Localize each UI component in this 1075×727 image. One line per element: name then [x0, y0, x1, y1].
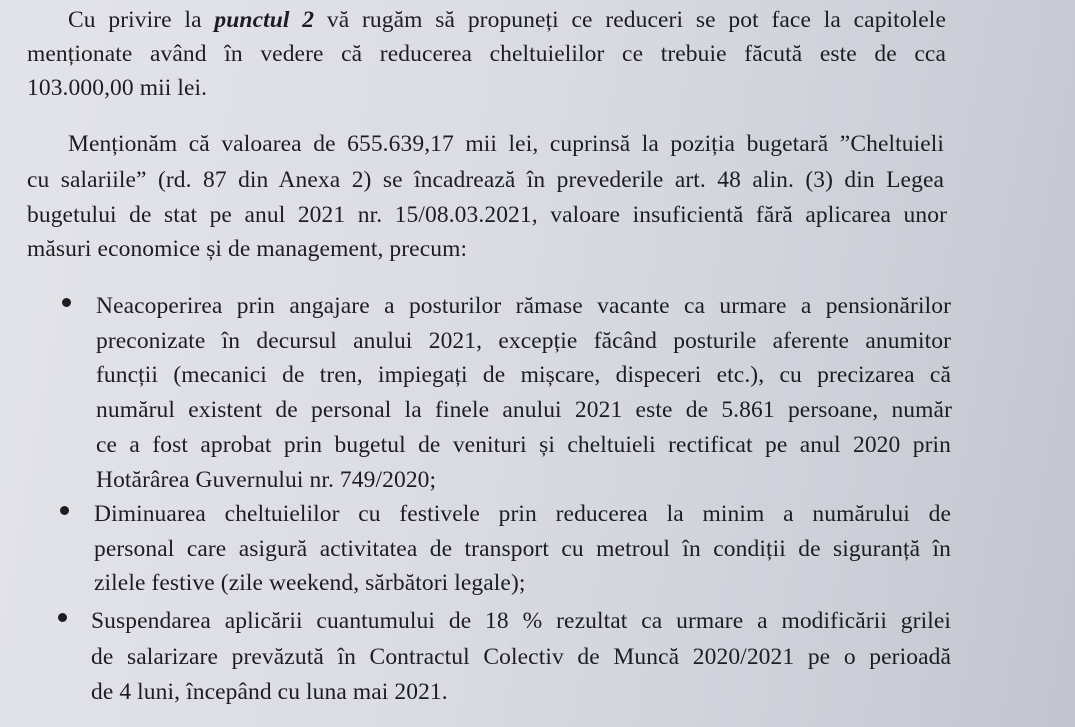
paragraph-1-line-2: menționate având în vedere că reducerea cheltuielilor ce trebuie făcută este de cca: [27, 41, 946, 67]
text-run: vă rugăm să propuneți ce reduceri se pot face la capitolele: [326, 7, 946, 33]
paragraph-2-line-2: cu salariile” (rd. 87 din Anexa 2) se încadrează în prevederile art. 48 alin. (3) din Legea: [27, 167, 944, 193]
bullet-1-line-6: Hotărârea Guvernului nr. 749/2020;: [96, 467, 437, 493]
bullet-1-line-5: ce a fost aprobat prin bugetul de venituri și cheltuieli rectificat pe anul 2020 prin: [96, 432, 951, 458]
bullet-3-line-1: Suspendarea aplicării cuantumului de 18 % rezultat ca urmare a modificării grilei: [91, 608, 951, 634]
bullet-marker-2: [60, 506, 69, 515]
text-run: Cu privire la: [68, 7, 202, 33]
bullet-1-line-3: funcții (mecanici de tren, impiegați de mișcare, dispeceri etc.), cu precizarea că: [96, 362, 951, 388]
bullet-2-line-1: Diminuarea cheltuielilor cu festivele prin reducerea la minim a numărului de: [94, 501, 951, 527]
bullet-1-line-4: numărul existent de personal la finele anului 2021 este de 5.861 persoane, număr: [96, 397, 952, 423]
paragraph-1-line-3: 103.000,00 mii lei.: [27, 75, 208, 101]
bullet-2-line-2: personal care asigură activitatea de transport cu metroul în condiții de siguranță în: [94, 536, 951, 562]
paragraph-2-line-3: bugetului de stat pe anul 2021 nr. 15/08.03.2021, valoare insuficientă fără aplicarea unor: [27, 202, 947, 228]
bullet-3-line-2: de salarizare prevăzută în Contractul Colectiv de Muncă 2020/2021 pe o perioadă: [91, 644, 951, 670]
bullet-marker-3: [58, 613, 67, 622]
bullet-2-line-3: zilele festive (zile weekend, sărbători legale);: [94, 570, 526, 596]
bullet-3-line-3: de 4 luni, începând cu luna mai 2021.: [91, 679, 448, 705]
paragraph-2-line-4: măsuri economice și de management, precum:: [27, 236, 468, 262]
bullet-1-line-2: preconizate în decursul anului 2021, excepție făcând posturile aferente anumitor: [96, 328, 951, 354]
bullet-1-line-1: Neacoperirea prin angajare a posturilor rămase vacante ca urmare a pensionărilor: [96, 293, 951, 319]
paragraph-2-line-1: Menționăm că valoarea de 655.639,17 mii lei, cuprinsă la poziția bugetară ”Cheltuieli: [68, 131, 944, 157]
emphasis-point-2: punctul 2: [214, 7, 315, 33]
bullet-marker-1: [62, 298, 71, 307]
paragraph-1-line-1: [68, 4, 946, 36]
